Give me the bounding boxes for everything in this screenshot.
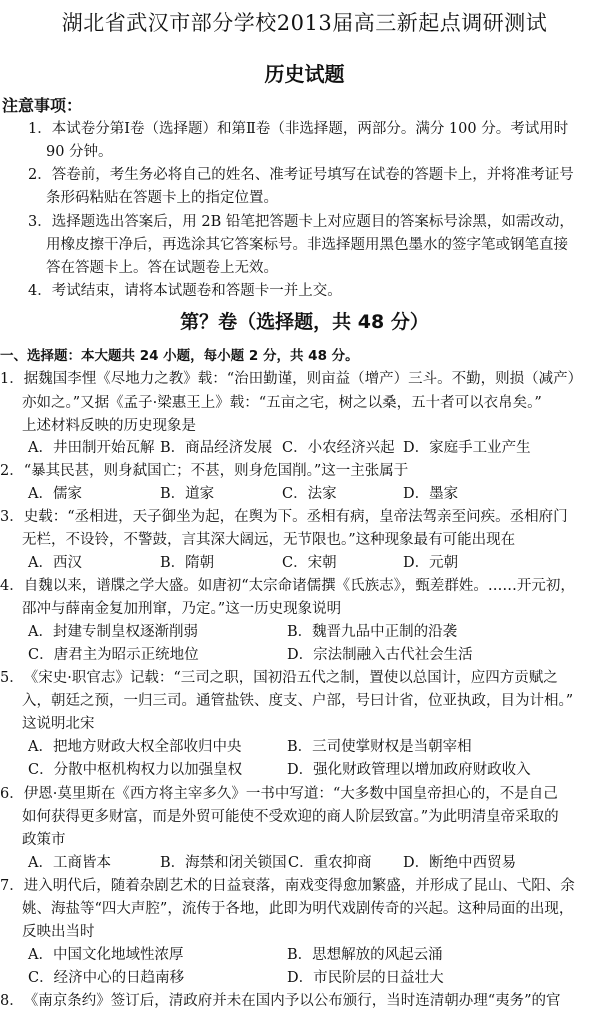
question-text: 伊恩·莫里斯在《西方将主宰多久》一书中写道：“大多数中国皇帝担心的，不是自己 <box>23 786 558 802</box>
notice-item-2 <box>28 164 574 186</box>
option-c: C．小农经济兴起 <box>282 440 395 456</box>
question-text: 《宋史·职官志》记载：“三司之职，国初沿五代之制，置使以总国计，应四方贡赋之 <box>23 670 558 686</box>
option-c: C．重农抑商 <box>288 855 372 871</box>
question-7 <box>0 875 575 897</box>
question-6 <box>0 783 558 805</box>
option-d: D．元朝 <box>403 555 459 571</box>
option-b: B．商品经济发展 <box>160 440 273 456</box>
notice-text: 用橡皮擦干净后，再选涂其它答案标号。非选择题用黑色墨水的签字笔或钢笔直接 <box>46 237 568 253</box>
question-number: 4． <box>0 578 24 594</box>
option-a: A．中国文化地域性浓厚 <box>28 947 184 963</box>
option-c: C．宋朝 <box>282 555 337 571</box>
question-text: 进入明代后，随着杂剧艺术的日益衰落，南戏变得愈加繁盛，并形成了昆山、弋阳、余 <box>23 878 575 894</box>
question-number: 3． <box>0 509 24 525</box>
option-d: D．强化财政管理以增加政府财政收入 <box>287 762 531 778</box>
question-text: 上述材料反映的历史现象是 <box>22 418 196 434</box>
option-a: A．儒家 <box>28 486 82 502</box>
part-one-title: 第？卷（选择题，共 48 分） <box>180 311 429 333</box>
notice-number: 2． <box>28 167 52 183</box>
option-c: C．法家 <box>282 486 337 502</box>
notice-text: 90 分钟。 <box>46 144 113 160</box>
option-d: D．市民阶层的日益壮大 <box>287 970 444 986</box>
option-d: D．家庭手工业产生 <box>403 440 531 456</box>
question-2 <box>0 460 408 482</box>
question-text: 据魏国李悝《尽地力之教》载：“治田勤谨，则亩益（增产）三斗。不勤，则损（减产） <box>23 371 583 387</box>
option-d: D．断绝中西贸易 <box>403 855 517 871</box>
option-a: A．把地方财政大权全部收归中央 <box>28 739 242 755</box>
question-text: 亦如之。”又据《孟子·梁惠王上》载：“五亩之宅，树之以桑，五十者可以衣帛矣。” <box>22 395 542 411</box>
question-number: 5． <box>0 670 24 686</box>
notice-text: 答在答题卡上。答在试题卷上无效。 <box>46 260 278 276</box>
option-c: C．分散中枢机构权力以加强皇权 <box>28 762 243 778</box>
question-text: 《南京条约》签订后，清政府并未在国内予以公布颁行，当时连清朝办理“夷务”的官 <box>23 993 561 1009</box>
question-text: 史载：“丞相进，天子御坐为起，在舆为下。丞相有病，皇帝法驾亲至问疾。丞相府门 <box>23 509 568 525</box>
option-c: C．经济中心的日趋南移 <box>28 970 185 986</box>
option-b: B．魏晋九品中正制的沿袭 <box>287 624 458 640</box>
notice-text: 选择题选出答案后，用 2B 铅笔把答题卡上对应题目的答案标号涂黑，如需改动， <box>51 214 574 230</box>
option-d: D．墨家 <box>403 486 459 502</box>
notice-item-3 <box>28 211 574 233</box>
question-1 <box>0 368 582 390</box>
option-a: A．西汉 <box>28 555 82 571</box>
notice-text: 考试结束，请将本试题卷和答题卡一并上交。 <box>51 283 342 299</box>
question-text: 入，朝廷之预，一归三司。通管盐铁、度支、户部，号曰计省，位亚执政，目为计相。” <box>22 693 574 709</box>
option-b: B．三司使掌财权是当朝宰相 <box>287 739 472 755</box>
notice-item-4 <box>28 280 342 302</box>
question-text: 如何获得更多财富，而是外贸可能使不受欢迎的商人阶层致富。”为此明清皇帝采取的 <box>22 809 559 825</box>
question-text: 自魏以来，谱牒之学大盛。如唐初“太宗命诸儒撰《氏族志》，甄差群姓。……开元初， <box>23 578 575 594</box>
question-text: 这说明北宋 <box>22 716 95 732</box>
notice-number: 3． <box>28 214 52 230</box>
question-number: 8． <box>0 993 24 1009</box>
question-5 <box>0 667 558 689</box>
question-text: 反映出当时 <box>22 924 95 940</box>
question-text: “暴其民甚，则身弑国亡；不甚，则身危国削。”这一主张属于 <box>23 463 409 479</box>
notice-text: 条形码粘贴在答题卡上的指定位置。 <box>46 190 278 206</box>
question-8 <box>0 990 561 1012</box>
option-b: B．思想解放的风起云涌 <box>287 947 443 963</box>
question-number: 2． <box>0 463 24 479</box>
option-b: B．海禁和闭关锁国 <box>160 855 287 871</box>
notice-number: 4． <box>28 283 52 299</box>
section-heading: 一、选择题：本大题共 24 小题，每小题 2 分，共 48 分。 <box>0 348 359 364</box>
option-b: B．道家 <box>160 486 215 502</box>
option-d: D．宗法制融入古代社会生活 <box>287 647 473 663</box>
option-a: A．井田制开始瓦解 <box>28 440 155 456</box>
notice-text: 本试卷分第Ⅰ卷（选择题）和第Ⅱ卷（非选择题，两部分。满分 100 分。考试用时 <box>51 121 569 137</box>
option-a: A．工商皆本 <box>28 855 111 871</box>
question-text: 无栏，不设铃，不警鼓，言其深大阔远，无节限也。”这种现象最有可能出现在 <box>22 532 516 548</box>
notice-text: 答卷前，考生务必将自己的姓名、准考证号填写在试卷的答题卡上，并将准考证号 <box>51 167 574 183</box>
question-4 <box>0 575 575 597</box>
question-text: 政策市 <box>22 832 66 848</box>
question-text: 邵冲与薛南金复加刑窜，乃定。”这一历史现象说明 <box>22 601 342 617</box>
question-number: 6． <box>0 786 24 802</box>
question-3 <box>0 506 568 528</box>
exam-title: 湖北省武汉市部分学校2013届高三新起点调研测试 <box>61 11 548 35</box>
notice-heading: 注意事项： <box>2 96 83 115</box>
subject-title: 历史试题 <box>264 62 345 86</box>
question-number: 1． <box>0 371 24 387</box>
option-c: C．唐君主为昭示正统地位 <box>28 647 199 663</box>
option-a: A．封建专制皇权逐渐削弱 <box>28 624 198 640</box>
notice-number: 1． <box>28 121 52 137</box>
notice-item-1 <box>28 118 568 140</box>
question-number: 7． <box>0 878 24 894</box>
question-text: 姚、海盐等“四大声腔”，流传于各地，此即为明代戏剧传奇的兴起。这种局面的出现， <box>22 901 574 917</box>
option-b: B．隋朝 <box>160 555 215 571</box>
